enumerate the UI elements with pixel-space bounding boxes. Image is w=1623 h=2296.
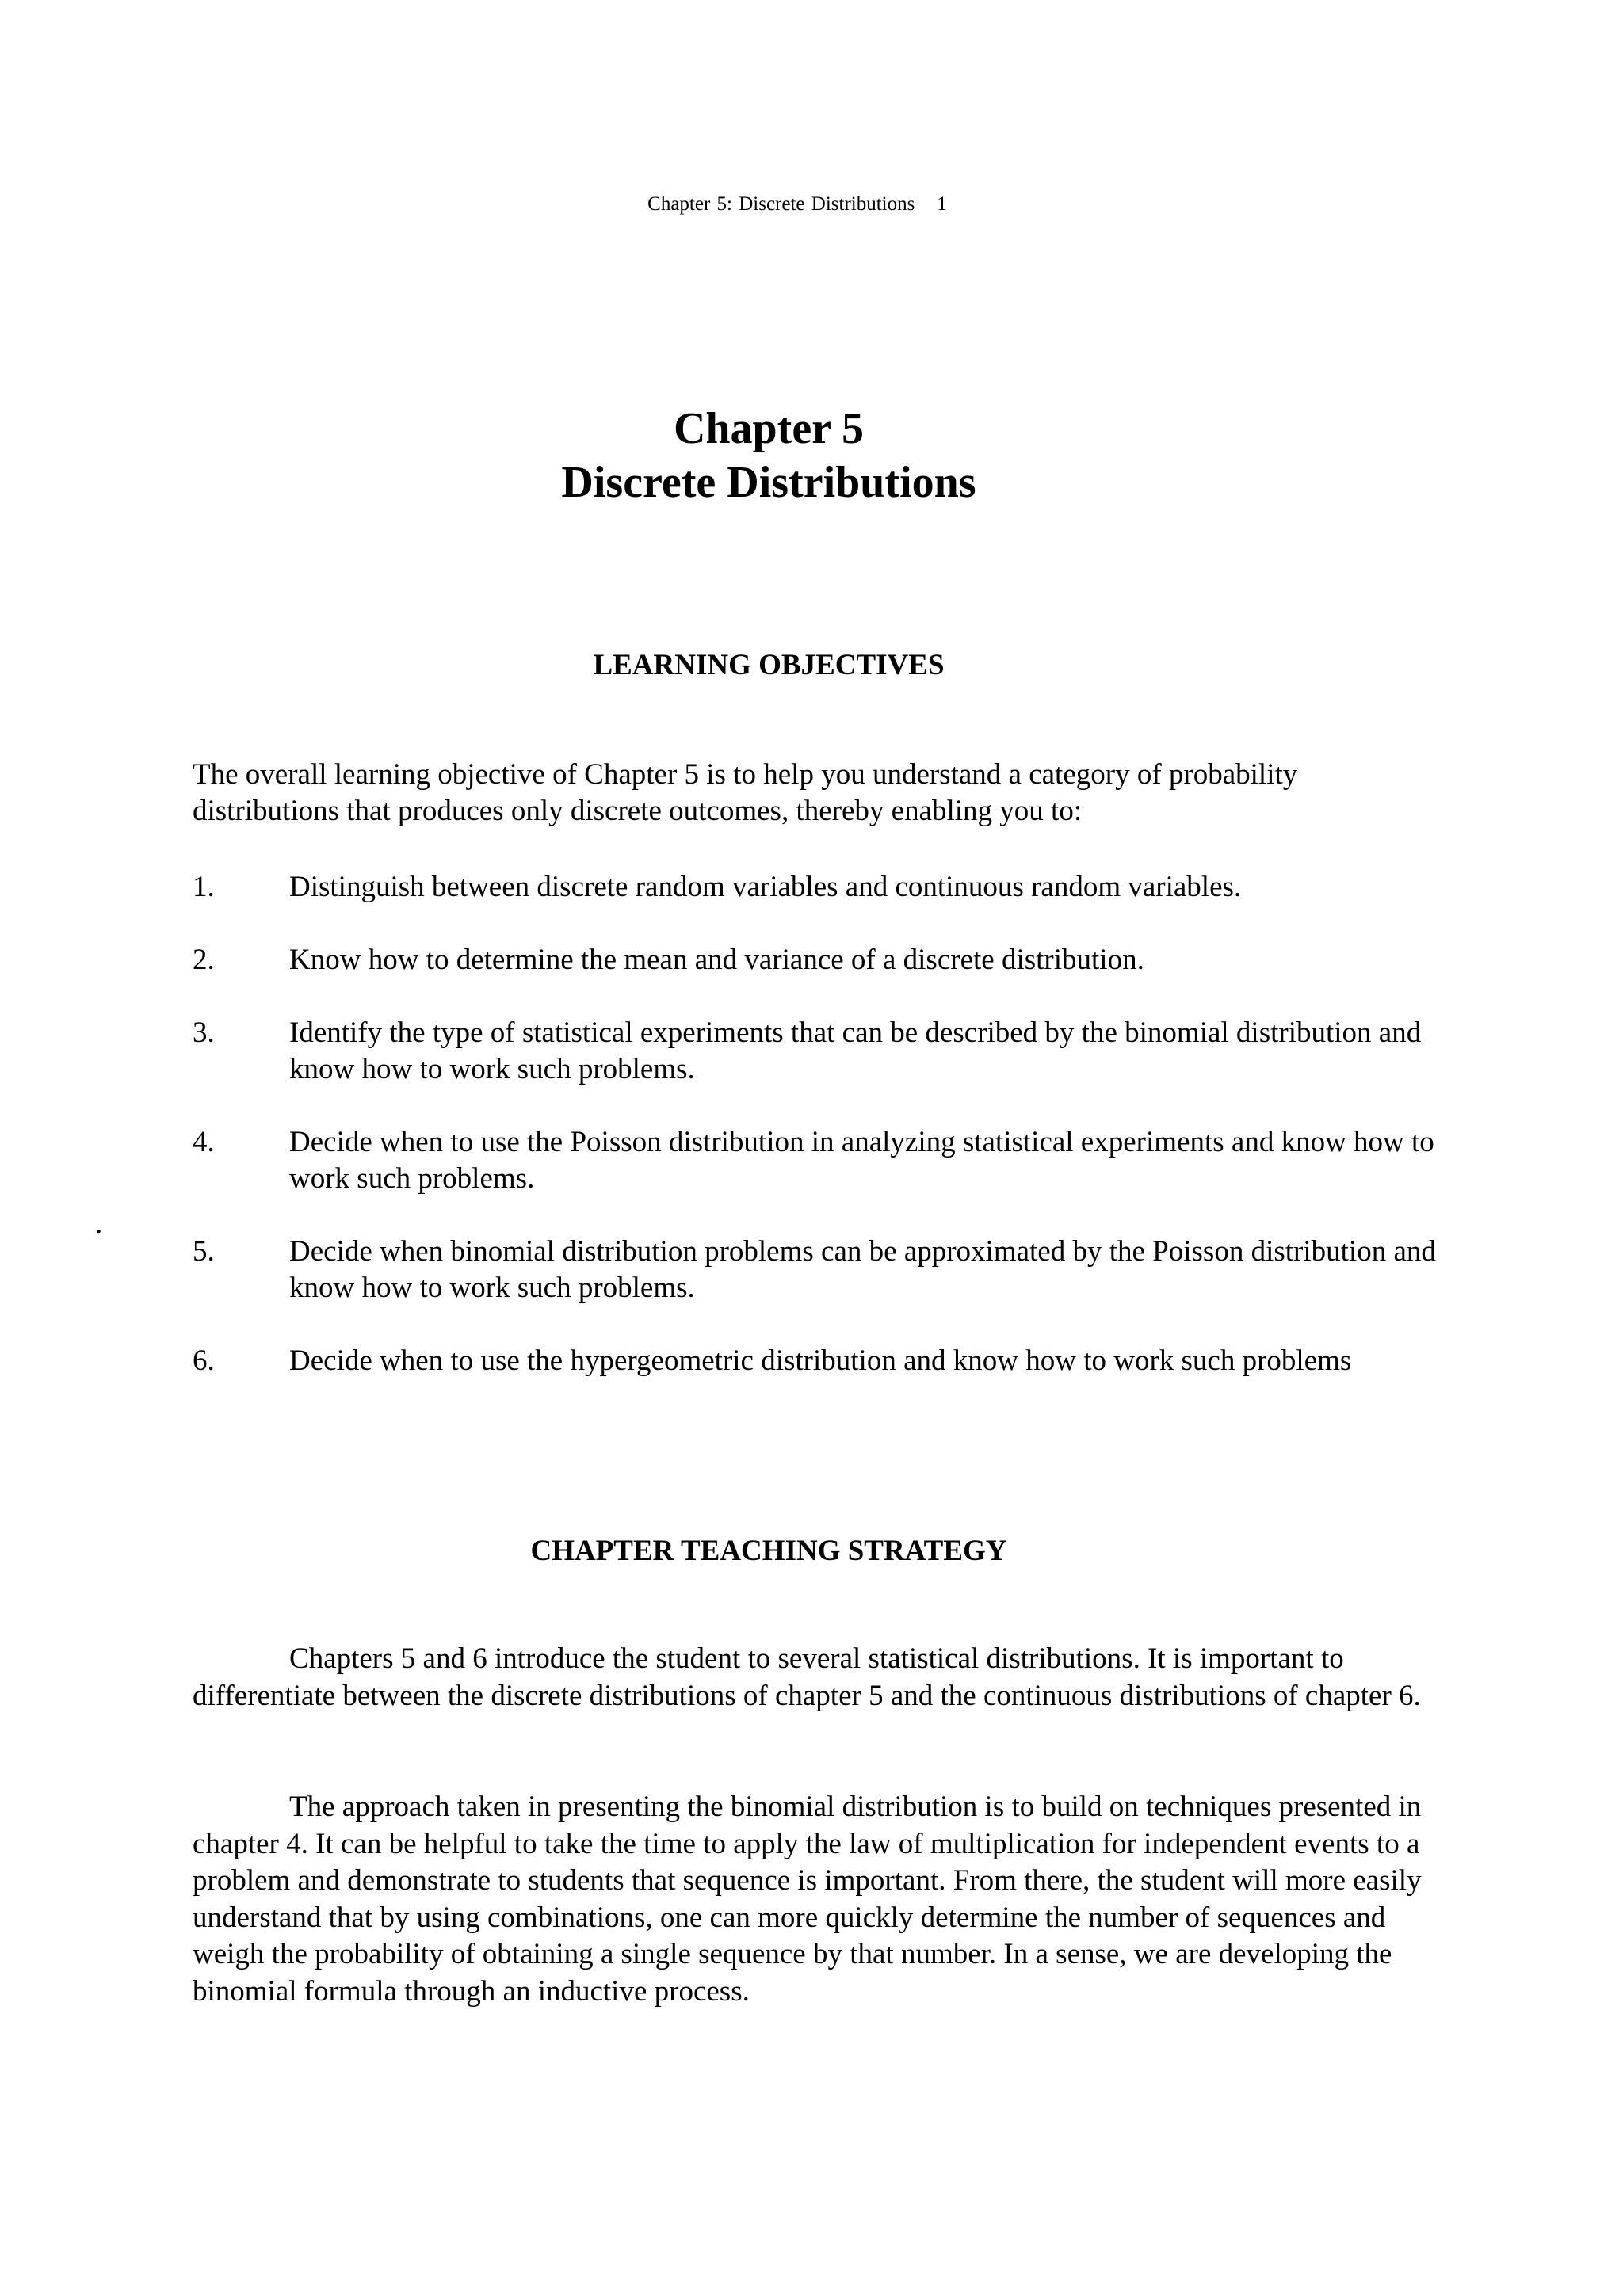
chapter-number: Chapter 5 <box>673 404 865 453</box>
list-item-text: Decide when to use the hypergeometric distribution and know how to work such problems <box>289 1344 1352 1377</box>
list-item-number: 1. <box>193 871 215 903</box>
objectives-intro: The overall learning objective of Chapter 5 is to help you understand a category of probability distributions that produces only discrete outcomes, thereby enabling you to: <box>193 758 1298 827</box>
list-item-number: 6. <box>193 1344 215 1377</box>
list-item <box>193 1234 1445 1306</box>
list-item-text: Know how to determine the mean and variance of a discrete distribution. <box>289 944 1144 976</box>
teaching-strategy-heading: CHAPTER TEACHING STRATEGY <box>530 1535 1007 1567</box>
list-item <box>193 1124 1445 1197</box>
running-title: Chapter 5: Discrete Distributions <box>647 193 915 215</box>
list-item <box>193 869 1445 906</box>
list-item-number: 3. <box>193 1016 215 1049</box>
stray-mark: . <box>95 1207 103 1240</box>
learning-objectives-heading: LEARNING OBJECTIVES <box>593 649 945 681</box>
list-item <box>193 942 1445 978</box>
list-item-text: Decide when to use the Poisson distribution in analyzing statistical experiments and know how to work such problems. <box>289 1126 1434 1195</box>
list-item-number: 4. <box>193 1126 215 1158</box>
list-item-number: 2. <box>193 944 215 976</box>
strategy-paragraph: The approach taken in presenting the binomial distribution is to build on techniques presented in chapter 4. It can be helpful to take the time to apply the law of multiplication for independent events to a problem and demonstrate to students that sequence is important. From there, the student will more easily understand that by using combinations, one can more quickly determine the number of sequences and weigh the probability of obtaining a single sequence by that number. In a sense, we are developing the binomial formula through an inductive process. <box>193 1791 1422 2008</box>
running-header <box>0 193 1594 216</box>
list-item <box>193 1015 1445 1088</box>
list-item-number: 5. <box>193 1235 215 1268</box>
chapter-title <box>0 402 1537 509</box>
list-item-text: Identify the type of statistical experiments that can be described by the binomial distribution and know how to work such problems. <box>289 1016 1422 1085</box>
page-number: 1 <box>937 193 947 215</box>
list-item-text: Distinguish between discrete random variables and continuous random variables. <box>289 871 1242 903</box>
list-item-text: Decide when binomial distribution problems can be approximated by the Poisson distribution and know how to work such problems. <box>289 1235 1436 1304</box>
objectives-list <box>193 869 1445 1416</box>
chapter-name: Discrete Distributions <box>561 458 976 507</box>
list-item <box>193 1343 1445 1379</box>
strategy-paragraph: Chapters 5 and 6 introduce the student to several statistical distributions. It is important to differentiate between the discrete distributions of chapter 5 and the continuous distributions of chapter 6. <box>193 1642 1421 1712</box>
